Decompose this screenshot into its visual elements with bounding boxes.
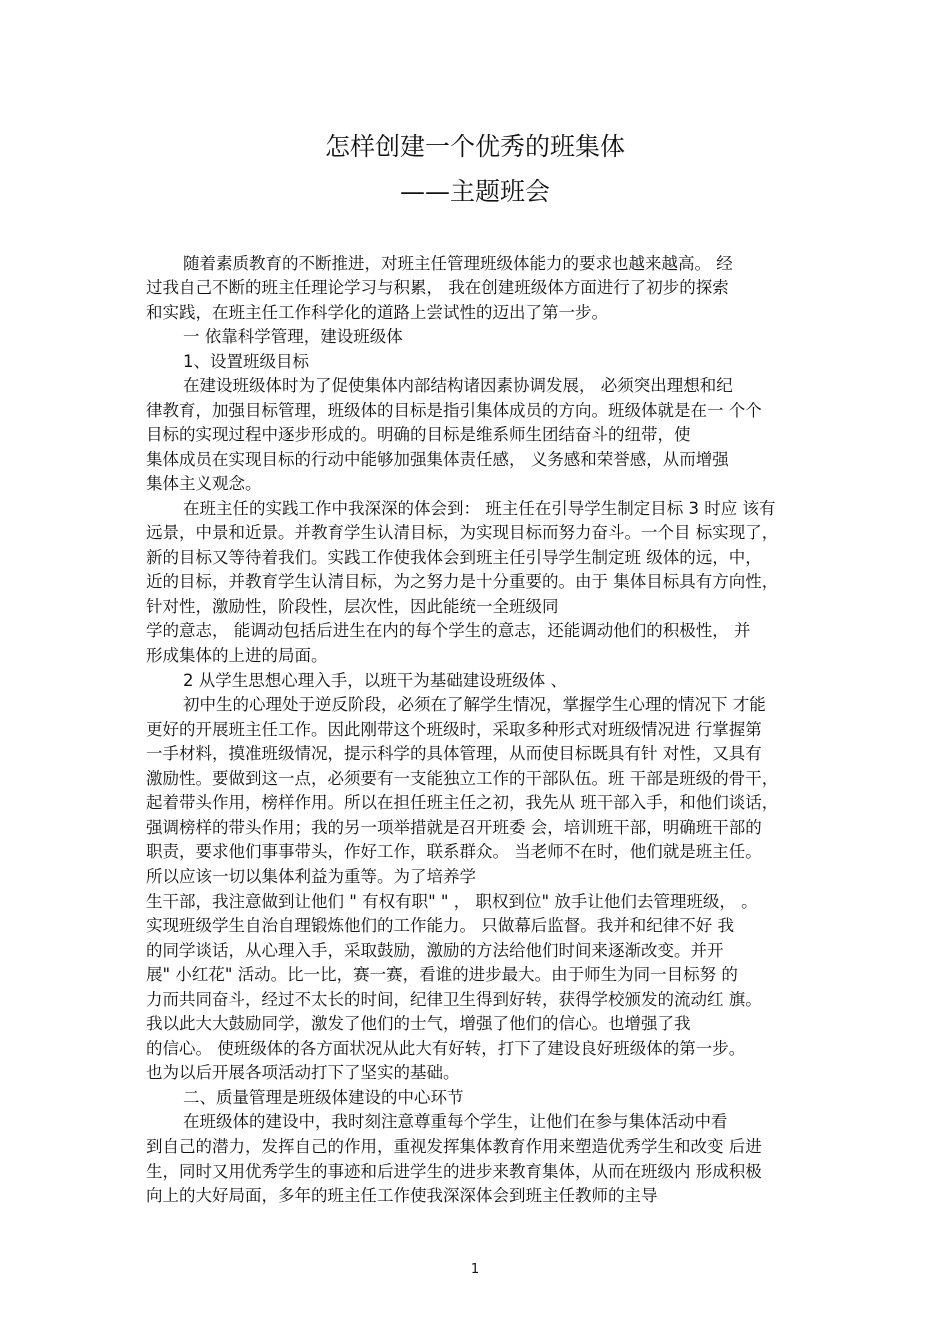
text-line: 目标的实现过程中逐步形成的。明确的目标是维系师生团结奋斗的纽带，使	[146, 425, 691, 444]
subsection-heading: 2 从学生思想心理入手，以班干为基础建设班级体 、	[183, 671, 567, 690]
text-line: 实现班级学生自治自理锻炼他们的工作能力。 只做幕后监督。我并和纪律不好 我	[146, 916, 734, 935]
text-line: 一手材料，摸准班级情况，提示科学的具体管理，从而使目标既具有针 对性，又具有	[146, 744, 762, 763]
document-title: 怎样创建一个优秀的班集体	[324, 132, 625, 161]
text-line: 职责，要求他们事事带头，作好工作，联系群众。 当老师不在时，他们就是班主任。	[146, 842, 762, 861]
text-line: 和实践，在班主任工作科学化的道路上尝试性的迈出了第一步。	[146, 303, 608, 322]
text-line: 我以此大大鼓励同学，激发了他们的士气，增强了他们的信心。也增强了我	[146, 1014, 691, 1033]
page-number: 1	[470, 1262, 480, 1277]
text-line: 针对性，激励性，阶段性，层次性，因此能统一全班级同	[146, 597, 559, 616]
text-line: 学的意志， 能调动包括后进生在内的每个学生的意志，还能调动他们的积极性， 并	[146, 621, 751, 640]
text-line: 力而共同奋斗，经过不太长的时间，纪律卫生得到好转，获得学校颁发的流动红 旗。	[146, 990, 762, 1009]
text-line: 也为以后开展各项活动打下了坚实的基础。	[146, 1063, 460, 1082]
text-line: 生，同时又用优秀学生的事迹和后进学生的进步来教育集体，从而在班级内 形成积极	[146, 1162, 762, 1181]
document-subtitle: ——主题班会	[399, 177, 550, 206]
text-line: 激励性。要做到这一点，必须要有一支能独立工作的干部队伍。班 干部是班级的骨干，	[146, 769, 779, 788]
text-line: 在班主任的实践工作中我深深的体会到： 班主任在引导学生制定目标 3 时应 该有	[183, 499, 776, 518]
text-line: 过我自己不断的班主任理论学习与积累， 我在创建班级体方面进行了初步的探索	[146, 278, 729, 297]
text-line: 近的目标，并教育学生认清目标，为之努力是十分重要的。由于 集体目标具有方向性，	[146, 572, 779, 591]
text-line: 律教育，加强目标管理，班级体的目标是指引集体成员的方向。班级体就是在一 个个	[146, 401, 762, 420]
text-line: 形成集体的上进的局面。	[146, 646, 328, 665]
text-line: 到自己的潜力，发挥自己的作用，重视发挥集体教育作用来塑造优秀学生和改变 后进	[146, 1137, 762, 1156]
text-line: 随着素质教育的不断推进，对班主任管理班级体能力的要求也越来越高。 经	[183, 254, 733, 273]
text-line: 集体主义观念。	[146, 474, 262, 493]
text-line: 初中生的心理处于逆反阶段，必须在了解学生情况，掌握学生心理的情况下 才能	[183, 695, 766, 714]
text-line: 在班级体的建设中，我时刻注意尊重每个学生，让他们在参与集体活动中看	[183, 1112, 728, 1131]
text-line: 所以应该一切以集体利益为重等。为了培养学	[146, 867, 476, 886]
text-line: 展" 小红花" 活动。比一比，赛一赛，看谁的进步最大。由于师生为同一目标努 的	[146, 965, 738, 984]
text-line: 的信心。 使班级体的各方面状况从此大有好转，打下了建设良好班级体的第一步。	[146, 1039, 746, 1058]
text-line: 远景，中景和近景。并教育学生认清目标，为实现目标而努力奋斗。一个目 标实现了，	[146, 523, 779, 542]
subsection-heading: 1、设置班级目标	[183, 352, 309, 371]
text-line: 集体成员在实现目标的行动中能够加强集体责任感， 义务感和荣誉感，从而增强	[146, 450, 729, 469]
text-line: 起着带头作用，榜样作用。所以在担任班主任之初，我先从 班干部入手，和他们谈话，	[146, 793, 779, 812]
text-line: 的同学谈话，从心理入手，采取鼓励，激励的方法给他们时间来逐渐改变。并开	[146, 941, 724, 960]
text-line: 更好的开展班主任工作。因此刚带这个班级时，采取多种形式对班级情况进 行掌握第	[146, 720, 762, 739]
text-line: 生干部，我注意做到让他们 " 有权有职" " ， 职权到位" 放手让他们去管理班级， 。	[146, 892, 758, 911]
text-line: 在建设班级体时为了促使集体内部结构诸因素协调发展， 必须突出理想和纪	[183, 376, 733, 395]
text-line: 向上的大好局面，多年的班主任工作使我深深体会到班主任教师的主导	[146, 1186, 658, 1205]
section-heading: 二、质量管理是班级体建设的中心环节	[183, 1088, 464, 1107]
section-heading: 一 依靠科学管理，建设班级体	[183, 327, 403, 346]
text-line: 新的目标又等待着我们。实践工作使我体会到班主任引导学生制定班 级体的远，中，	[146, 548, 762, 567]
text-line: 强调榜样的带头作用；我的另一项举措就是召开班委 会，培训班干部，明确班干部的	[146, 818, 762, 837]
